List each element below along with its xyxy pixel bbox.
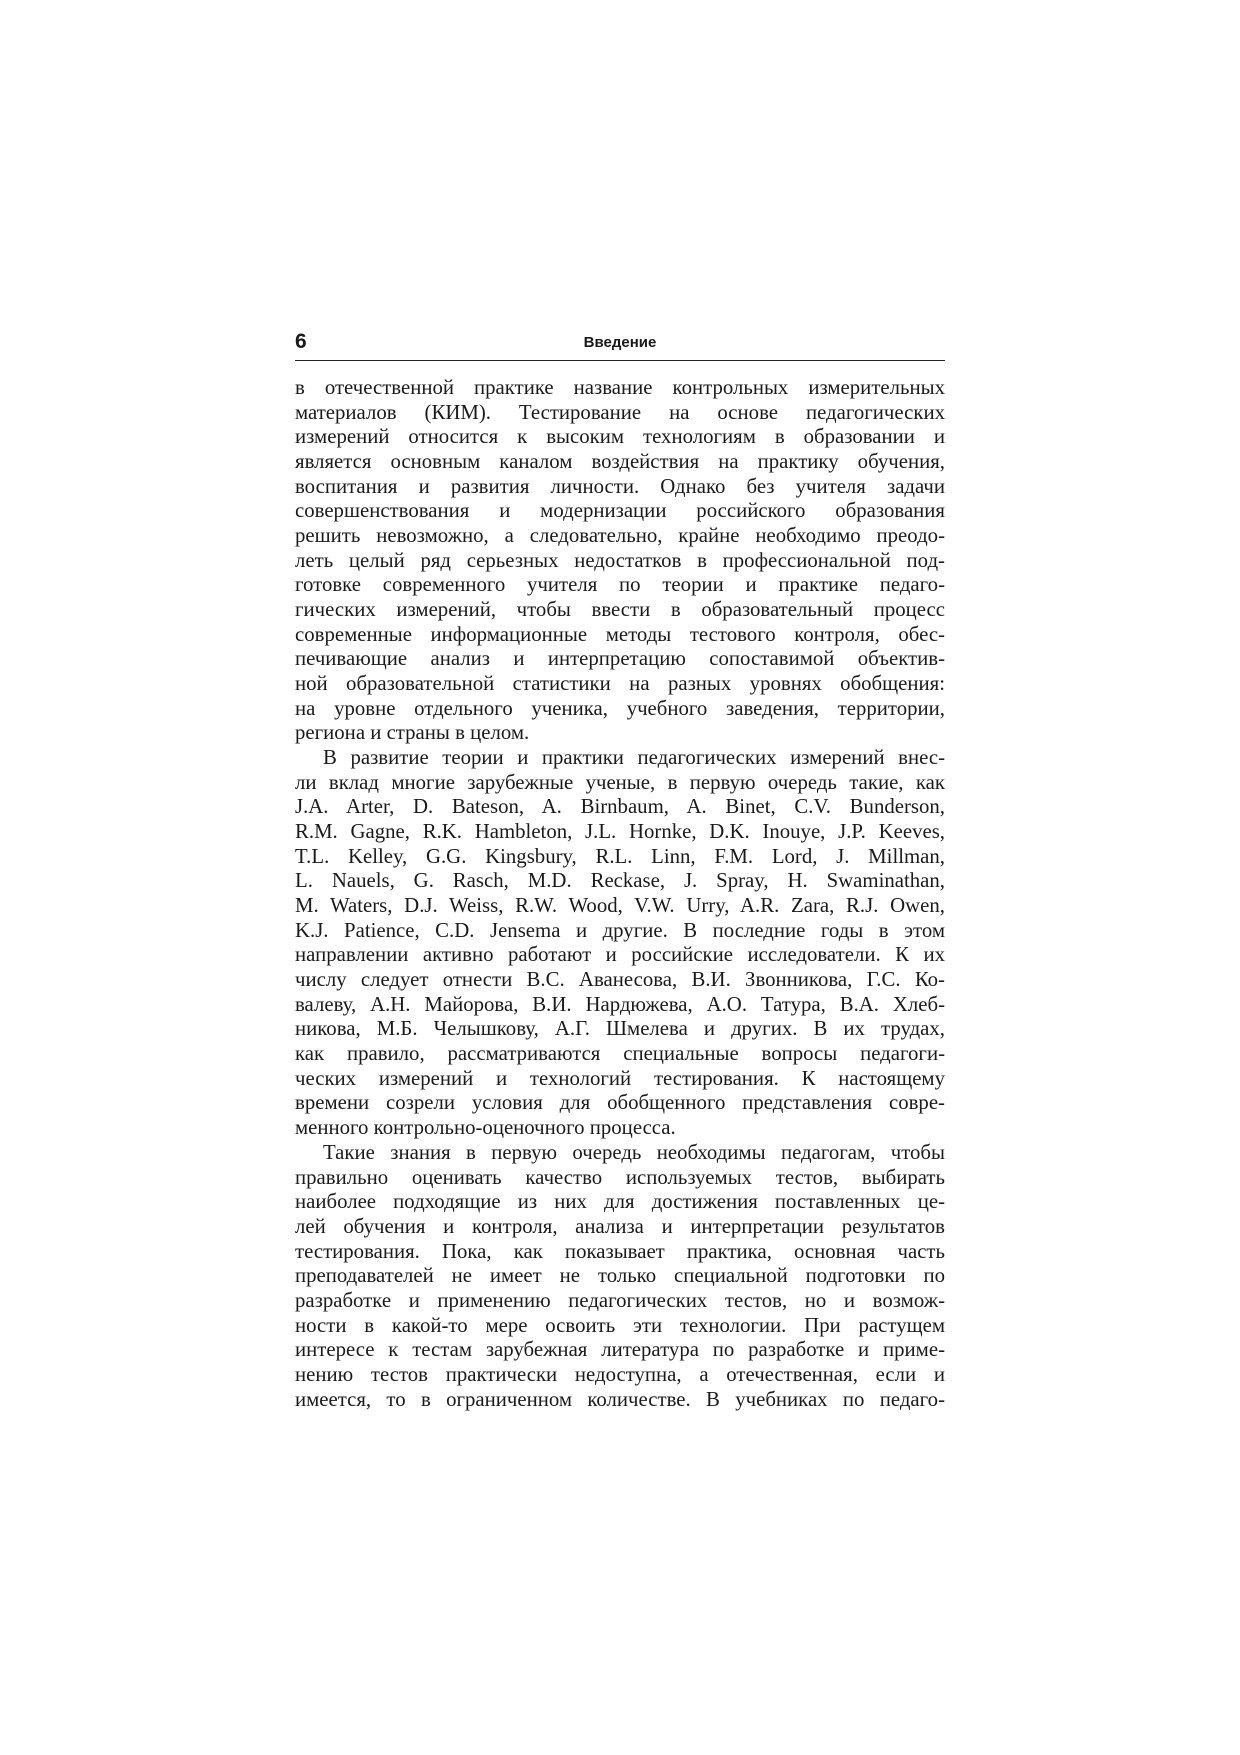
text-line: имеется, то в ограниченном количестве. В учебниках по педаго- bbox=[295, 1387, 945, 1411]
text-line: региона и страны в целом. bbox=[295, 721, 530, 745]
text-line: направлении активно работают и российские исследователи. К их bbox=[295, 943, 945, 967]
text-line: времени созрели условия для обобщенного представления совре- bbox=[295, 1091, 945, 1115]
text-line: ности в какой-то мере освоить эти технологии. При растущем bbox=[295, 1313, 945, 1337]
text-line: решить невозможно, а следовательно, крайне необходимо преодо- bbox=[295, 524, 945, 548]
text-line: R.M. Gagne, R.K. Hambleton, J.L. Hornke, D.K. Inouye, J.P. Keeves, bbox=[295, 820, 945, 844]
paragraph-2 bbox=[295, 746, 945, 1141]
text-line: готовке современного учителя по теории и практике педаго- bbox=[295, 573, 945, 597]
text-line: материалов (КИМ). Тестирование на основе педагогических bbox=[295, 400, 945, 424]
text-line: современные информационные методы тестового контроля, обес- bbox=[295, 622, 945, 646]
text-line: Такие знания в первую очередь необходимы педагогам, чтобы bbox=[323, 1140, 945, 1164]
paragraph-3 bbox=[295, 1141, 945, 1412]
text-line: нению тестов практически недоступна, а отечественная, если и bbox=[295, 1362, 945, 1386]
body-text bbox=[295, 376, 945, 1412]
text-line: является основным каналом воздействия на практику обучения, bbox=[295, 450, 945, 474]
page-number: 6 bbox=[295, 330, 307, 353]
text-line: разработке и применению педагогических тестов, но и возмож- bbox=[295, 1288, 945, 1312]
text-line: наиболее подходящие из них для достижения поставленных це- bbox=[295, 1190, 945, 1214]
text-line: J.A. Arter, D. Bateson, A. Birnbaum, A. Binet, C.V. Bunderson, bbox=[295, 795, 945, 819]
text-line: никова, М.Б. Челышкову, А.Г. Шмелева и других. В их трудах, bbox=[295, 1017, 945, 1041]
text-line: леть целый ряд серьезных недостатков в профессиональной под- bbox=[295, 548, 945, 572]
text-line: как правило, рассматриваются специальные вопросы педагоги- bbox=[295, 1042, 945, 1066]
text-line: валеву, А.Н. Майорова, В.И. Нардюжева, А.О. Татура, В.А. Хлеб- bbox=[295, 992, 945, 1016]
text-line: В развитие теории и практики педагогических измерений внес- bbox=[323, 746, 945, 770]
text-line: правильно оценивать качество используемых тестов, выбирать bbox=[295, 1165, 945, 1189]
text-line: M. Waters, D.J. Weiss, R.W. Wood, V.W. Urry, A.R. Zara, R.J. Owen, bbox=[295, 894, 945, 918]
text-line: L. Nauels, G. Rasch, M.D. Reckase, J. Spray, H. Swaminathan, bbox=[295, 869, 945, 893]
text-line: гических измерений, чтобы ввести в образовательный процесс bbox=[295, 598, 945, 622]
text-line: интересе к тестам зарубежная литература по разработке и приме- bbox=[295, 1338, 945, 1362]
text-line: преподавателей не имеет не только специальной подготовки по bbox=[295, 1264, 945, 1288]
text-line: лей обучения и контроля, анализа и интерпретации результатов bbox=[295, 1214, 945, 1238]
paragraph-1 bbox=[295, 376, 945, 746]
text-line: ческих измерений и технологий тестирования. К настоящему bbox=[295, 1066, 945, 1090]
text-line: воспитания и развития личности. Однако без учителя задачи bbox=[295, 474, 945, 498]
text-line: печивающие анализ и интерпретацию сопоставимой объектив- bbox=[295, 647, 945, 671]
text-line: тестирования. Пока, как показывает практика, основная часть bbox=[295, 1239, 945, 1263]
text-line: T.L. Kelley, G.G. Kingsbury, R.L. Linn, F.M. Lord, J. Millman, bbox=[295, 844, 945, 868]
text-line: в отечественной практике название контрольных измерительных bbox=[295, 376, 945, 399]
running-title: Введение bbox=[583, 334, 657, 351]
text-line: на уровне отдельного ученика, учебного заведения, территории, bbox=[295, 696, 945, 720]
text-line: ной образовательной статистики на разных уровнях обобщения: bbox=[295, 672, 945, 696]
text-line: K.J. Patience, C.D. Jensema и другие. В последние годы в этом bbox=[295, 918, 945, 942]
text-line: числу следует отнести В.С. Аванесова, В.И. Звонникова, Г.С. Ко- bbox=[295, 968, 945, 992]
text-line: совершенствования и модернизации российского образования bbox=[295, 499, 945, 523]
text-line: менного контрольно-оценочного процесса. bbox=[295, 1116, 676, 1140]
text-line: ли вклад многие зарубежные ученые, в первую очередь такие, как bbox=[295, 770, 945, 794]
running-header bbox=[295, 330, 945, 361]
text-line: измерений относится к высоким технологиям в образовании и bbox=[295, 425, 945, 449]
